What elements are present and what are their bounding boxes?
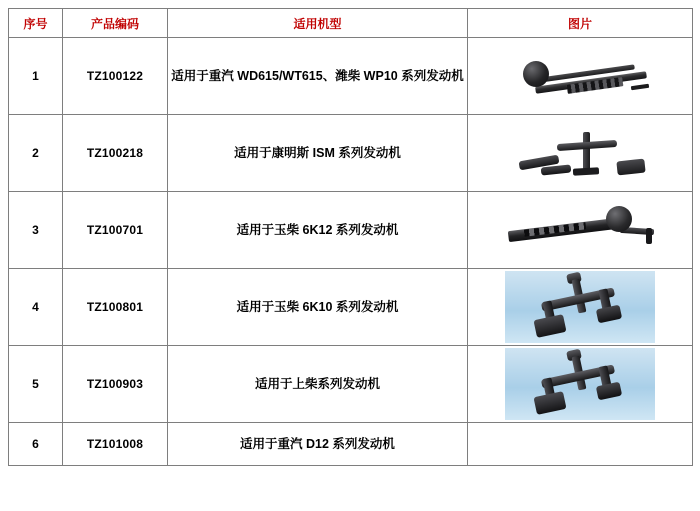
cell-no: 6 <box>9 423 63 466</box>
table-row <box>9 192 693 269</box>
cell-no: 3 <box>9 192 63 269</box>
image-wrapper <box>468 423 692 465</box>
photo-shape <box>606 206 632 232</box>
image-wrapper <box>468 192 692 268</box>
cell-no: 4 <box>9 269 63 346</box>
column-header-model: 适用机型 <box>168 9 468 38</box>
photo-shape <box>573 167 599 175</box>
table-header-row <box>9 9 693 38</box>
image-wrapper <box>468 269 692 345</box>
cell-model: 适用于康明斯 ISM 系列发动机 <box>168 115 468 192</box>
tool-photo-t-bar-puller-set <box>505 122 655 184</box>
photo-shape <box>533 314 566 338</box>
cell-model: 适用于玉柴 6K10 系列发动机 <box>168 269 468 346</box>
cell-image <box>468 269 693 346</box>
table-row <box>9 115 693 192</box>
cell-code: TZ100701 <box>63 192 168 269</box>
cell-model: 适用于上柴系列发动机 <box>168 346 468 423</box>
cell-code: TZ101008 <box>63 423 168 466</box>
cell-no: 1 <box>9 38 63 115</box>
cell-code: TZ100218 <box>63 115 168 192</box>
product-spec-table <box>8 8 693 466</box>
image-wrapper <box>468 115 692 191</box>
tool-photo-long-bar-with-drill-head <box>505 45 655 107</box>
photo-shape <box>631 84 649 90</box>
tool-photo-two-leg-puller-blue <box>505 348 655 420</box>
image-wrapper <box>468 346 692 422</box>
cell-image <box>468 38 693 115</box>
image-wrapper <box>468 38 692 114</box>
cell-no: 5 <box>9 346 63 423</box>
photo-shape <box>541 164 572 175</box>
cell-model: 适用于重汽 WD615/WT615、潍柴 WP10 系列发动机 <box>168 38 468 115</box>
table-row <box>9 346 693 423</box>
table-row <box>9 423 693 466</box>
cell-image <box>468 346 693 423</box>
cell-model: 适用于重汽 D12 系列发动机 <box>168 423 468 466</box>
cell-image <box>468 192 693 269</box>
tool-photo-two-leg-puller-blue <box>505 271 655 343</box>
photo-shape <box>646 228 652 244</box>
cell-model: 适用于玉柴 6K12 系列发动机 <box>168 192 468 269</box>
cell-code: TZ100122 <box>63 38 168 115</box>
table-body <box>9 38 693 466</box>
column-header-image: 图片 <box>468 9 693 38</box>
photo-shape <box>523 61 549 87</box>
cell-image <box>468 115 693 192</box>
photo-shape <box>616 159 645 176</box>
cell-code: TZ100903 <box>63 346 168 423</box>
photo-shape <box>596 382 622 401</box>
cell-no: 2 <box>9 115 63 192</box>
column-header-code: 产品编码 <box>63 9 168 38</box>
column-header-no: 序号 <box>9 9 63 38</box>
photo-shape <box>596 305 622 324</box>
cell-code: TZ100801 <box>63 269 168 346</box>
table-row <box>9 38 693 115</box>
table-row <box>9 269 693 346</box>
photo-shape <box>533 391 566 415</box>
table-header <box>9 9 693 38</box>
cell-image <box>468 423 693 466</box>
tool-photo-slotted-rail-with-disc <box>500 200 660 260</box>
photo-shape <box>583 132 590 172</box>
